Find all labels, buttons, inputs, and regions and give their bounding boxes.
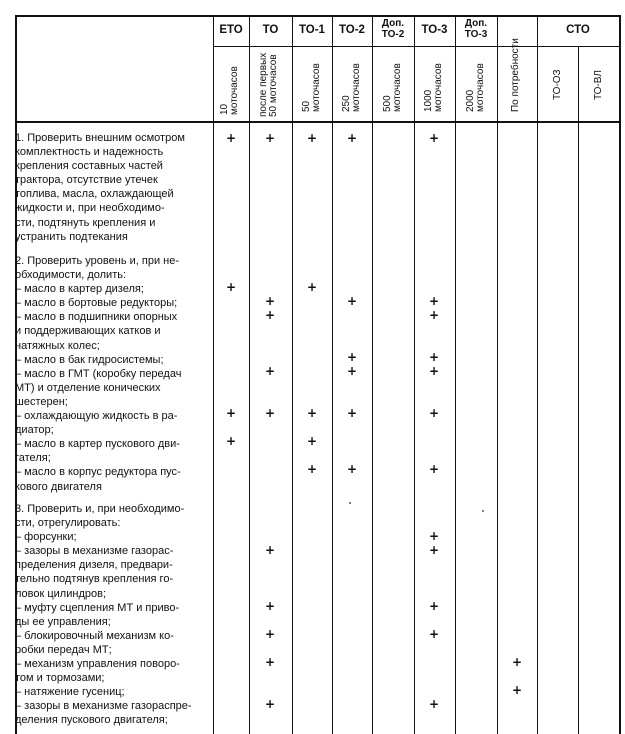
section-2-line: обходимости, долить:	[15, 269, 127, 282]
section-2-line: 2. Проверить уровень и, при не-	[15, 255, 179, 267]
header-to3: ТО-3	[421, 24, 448, 36]
section-1-line: топлива, масла, охлаждающей	[15, 188, 174, 201]
section-2-line: МТ) и отделение конических	[15, 381, 161, 394]
plus-mark-to3: +	[429, 462, 440, 476]
section-2-line: и поддерживающих катков и	[15, 325, 161, 338]
plus-mark-to2: +	[347, 350, 358, 364]
section-3-line: – форсунки;	[15, 531, 77, 544]
col-border-2	[249, 15, 250, 734]
section-3-line: – муфту сцепления МТ и приво-	[15, 601, 180, 614]
sub-dopto3-line2: моточасов	[475, 63, 486, 112]
plus-mark-to: +	[265, 697, 276, 711]
plus-mark-to3: +	[429, 364, 440, 378]
section-2-line: диатор;	[15, 424, 54, 437]
sub-to1-line1: 50	[301, 100, 312, 112]
plus-mark-to: +	[265, 599, 276, 613]
sub-dopto2	[383, 63, 403, 112]
plus-mark-eto: +	[226, 434, 237, 448]
plus-mark-to2: +	[347, 294, 358, 308]
col-border-11	[619, 15, 621, 734]
section-1-text	[15, 131, 213, 244]
sub-to-oz-line1: ТО-ОЗ	[552, 69, 563, 100]
section-2-line: – масло в ГМТ (коробку передач	[15, 367, 182, 380]
section-3-line: сти, отрегулировать:	[15, 517, 121, 530]
sub-eto-line2: моточасов	[229, 66, 240, 115]
plus-mark-to: +	[265, 131, 276, 145]
header-dop-to3-line1: Доп.	[464, 18, 488, 29]
section-1-line: жидкости и, при необходимо-	[15, 202, 165, 215]
section-3-line: – натяжение гусениц;	[15, 686, 125, 699]
plus-mark-to: +	[265, 627, 276, 641]
header-bottom-border	[15, 121, 621, 123]
sub-to-oz	[553, 69, 563, 100]
scan-dot	[482, 510, 484, 512]
plus-mark-eto: +	[226, 280, 237, 294]
col-border-6	[414, 15, 415, 734]
section-3-line: деления пускового двигателя;	[15, 714, 168, 727]
col-border-4	[332, 15, 333, 734]
section-1-line: крепления составных частей	[15, 160, 163, 173]
section-2-line: – масло в корпус редуктора пус-	[15, 466, 181, 479]
plus-mark-to3: +	[429, 627, 440, 641]
section-3-line: – механизм управления поворо-	[15, 658, 180, 671]
section-3-line: ловок цилиндров;	[15, 587, 107, 600]
section-2-line: шестерен;	[15, 395, 68, 408]
sub-to-vl-line1: ТО-ВЛ	[593, 70, 604, 100]
section-3-line: ды ее управления;	[15, 615, 111, 628]
header-dop-to3-line2: ТО-3	[464, 29, 488, 40]
header-to2: ТО-2	[339, 24, 365, 36]
sub-eto	[220, 66, 240, 115]
plus-mark-to: +	[265, 655, 276, 669]
sub-dopto2-line1: 500	[382, 95, 393, 112]
plus-mark-to1: +	[307, 131, 318, 145]
sub-to1-line2: моточасов	[311, 63, 322, 112]
sub-to2	[342, 63, 362, 112]
plus-mark-to2: +	[347, 406, 358, 420]
plus-mark-to3: +	[429, 406, 440, 420]
header-eto: ЕТО	[219, 24, 243, 36]
sub-dopto3-line1: 2000	[465, 89, 476, 112]
section-1-line: сти, подтянуть крепления и	[15, 216, 156, 229]
section-1-line: комплектность и надежность	[15, 146, 164, 159]
plus-mark-to3: +	[429, 529, 440, 543]
plus-mark-to2: +	[347, 462, 358, 476]
plus-mark-to: +	[265, 308, 276, 322]
section-3-line: – зазоры в механизме газорас-	[15, 545, 174, 558]
section-2-text	[15, 254, 213, 494]
section-2-line: – масло в подшипники опорных	[15, 311, 178, 324]
section-2-line: – охлаждающую жидкость в ра-	[15, 410, 178, 423]
plus-mark-to: +	[265, 406, 276, 420]
header-sto: СТО	[566, 24, 590, 36]
section-2-line: – масло в картер дизеля;	[15, 283, 144, 296]
plus-mark-to1: +	[307, 462, 318, 476]
section-3-line: – зазоры в механизме газораспре-	[15, 700, 192, 713]
sub-to-line2: 50 моточасов	[268, 54, 279, 117]
col-border-7	[455, 15, 456, 734]
section-1-line: устранить подтекания	[15, 230, 128, 243]
header-mid-border	[213, 46, 621, 47]
plus-mark-to3: +	[429, 697, 440, 711]
table-top-border	[15, 15, 621, 17]
plus-mark-to3: +	[429, 350, 440, 364]
col-border-10	[578, 46, 579, 734]
plus-mark-to3: +	[429, 131, 440, 145]
sub-to1	[302, 63, 322, 112]
sub-need-line1: По потребности	[510, 38, 521, 112]
section-2-line: – масло в бортовые редукторы;	[15, 297, 178, 310]
plus-mark-to2: +	[347, 364, 358, 378]
section-3-text	[15, 502, 213, 728]
section-1-line: трактора, отсутствие утечек	[15, 174, 158, 187]
plus-mark-to3: +	[429, 599, 440, 613]
sub-dopto3	[466, 63, 486, 112]
plus-mark-to: +	[265, 364, 276, 378]
section-3-line: том и тормозами;	[15, 672, 105, 685]
section-3-line: тельно подтянув крепления го-	[15, 573, 174, 586]
section-2-line: – масло в картер пускового дви-	[15, 438, 180, 451]
header-to1: ТО-1	[299, 24, 325, 36]
section-3-line: 3. Проверить и, при необходимо-	[15, 503, 185, 515]
sub-to3	[424, 63, 444, 112]
plus-mark-to1: +	[307, 406, 318, 420]
scan-dot	[349, 502, 351, 504]
plus-mark-eto: +	[226, 406, 237, 420]
plus-mark-to1: +	[307, 434, 318, 448]
plus-mark-need: +	[512, 655, 523, 669]
section-2-line: гателя;	[15, 452, 51, 465]
sub-to2-line2: моточасов	[351, 63, 362, 112]
plus-mark-to: +	[265, 294, 276, 308]
header-dop-to3	[455, 18, 497, 40]
plus-mark-to3: +	[429, 294, 440, 308]
col-border-8	[497, 15, 498, 734]
header-dop-to2	[372, 18, 414, 40]
header-to: ТО	[262, 24, 279, 36]
plus-mark-to2: +	[347, 131, 358, 145]
plus-mark-need: +	[512, 683, 523, 697]
section-1-line: 1. Проверить внешним осмотром	[15, 132, 185, 144]
col-border-3	[292, 15, 293, 734]
plus-mark-to1: +	[307, 280, 318, 294]
section-2-line: натяжных колес;	[15, 339, 100, 352]
header-dop-to2-line2: ТО-2	[381, 29, 405, 40]
col-border-1	[213, 15, 214, 734]
section-3-line: пределения дизеля, предвари-	[15, 559, 173, 572]
sub-eto-line1: 10	[219, 103, 230, 115]
sub-dopto2-line2: моточасов	[392, 63, 403, 112]
plus-mark-eto: +	[226, 131, 237, 145]
col-border-9	[537, 15, 538, 734]
sub-to-vl	[594, 70, 604, 100]
sub-to3-line2: моточасов	[433, 63, 444, 112]
plus-mark-to3: +	[429, 308, 440, 322]
section-2-line: кового двигателя	[15, 480, 102, 493]
sub-need	[511, 38, 521, 112]
plus-mark-to: +	[265, 543, 276, 557]
sub-to3-line1: 1000	[423, 89, 434, 112]
plus-mark-to3: +	[429, 543, 440, 557]
header-dop-to2-line1: Доп.	[381, 18, 405, 29]
sub-to	[259, 53, 279, 117]
section-3-line: – блокировочный механизм ко-	[15, 629, 174, 642]
sub-to-line1: после первых	[258, 52, 269, 117]
sub-to2-line1: 250	[341, 95, 352, 112]
section-3-line: робки передач МТ;	[15, 643, 112, 656]
col-border-5	[372, 15, 373, 734]
section-2-line: – масло в бак гидросистемы;	[15, 353, 164, 366]
